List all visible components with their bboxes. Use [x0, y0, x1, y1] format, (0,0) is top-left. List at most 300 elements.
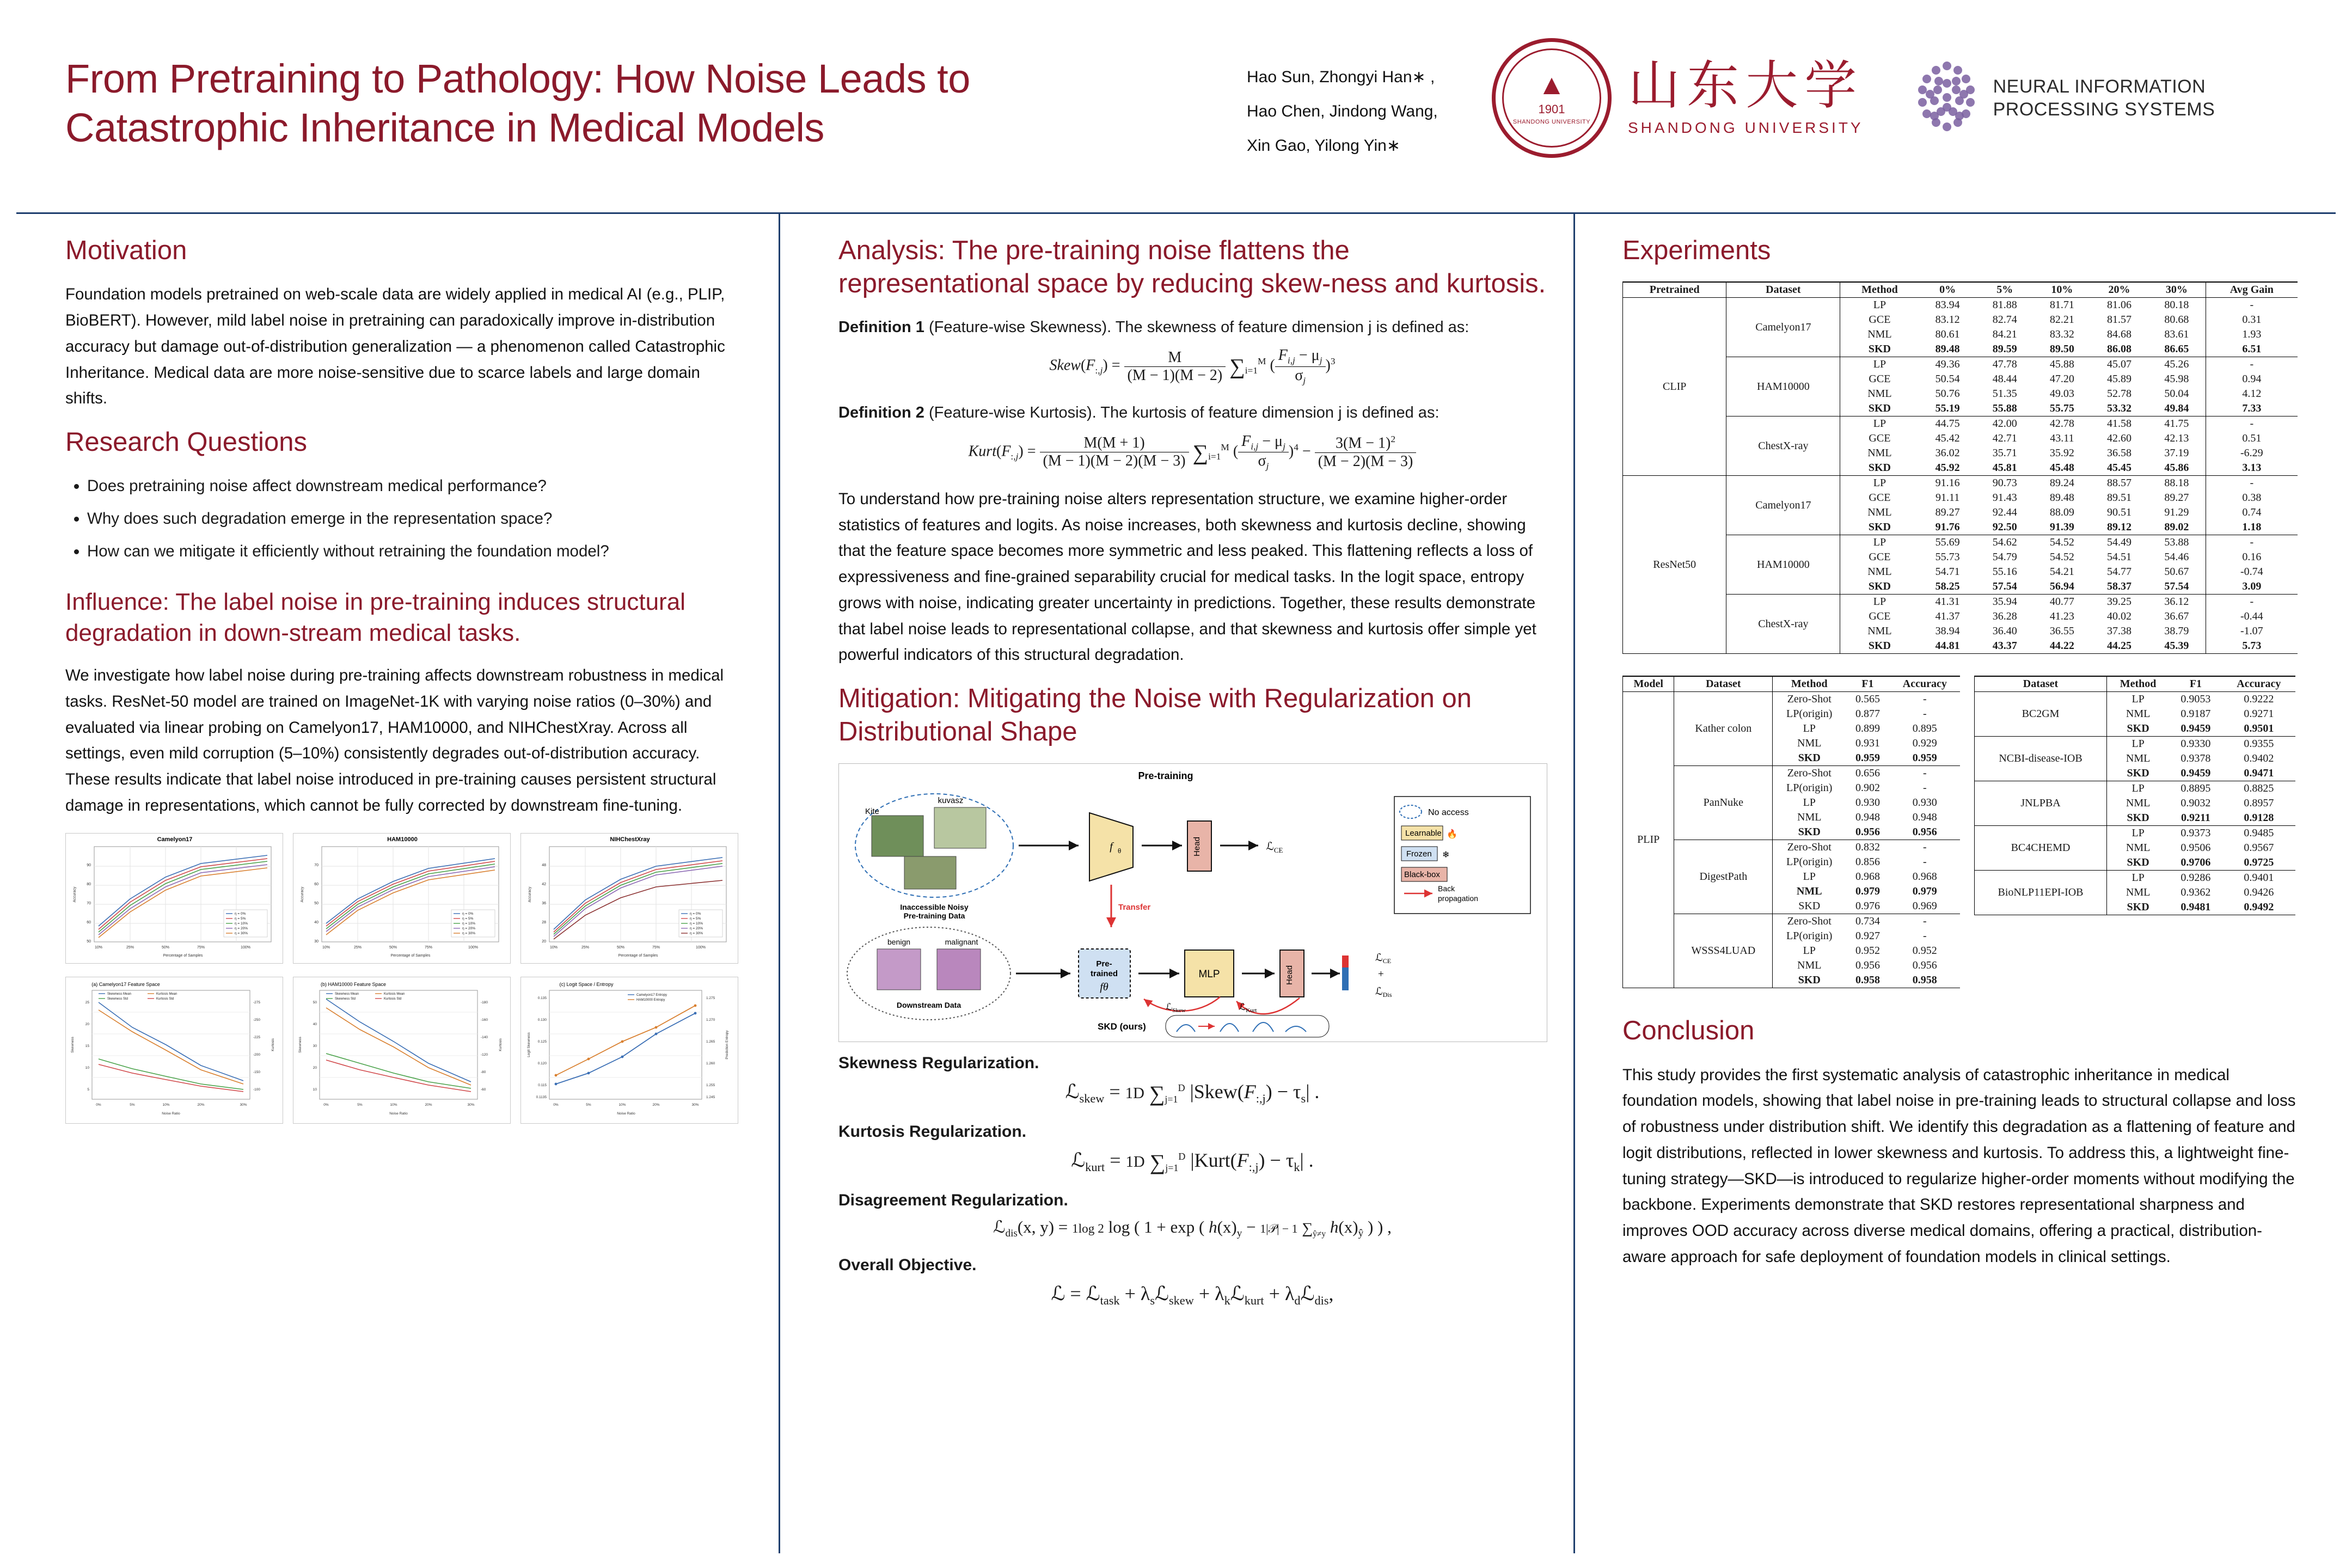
- svg-text:η = 30%: η = 30%: [690, 931, 703, 935]
- cell-value: 81.88: [1992, 299, 2017, 311]
- cell-value: 48.44: [1992, 373, 2017, 385]
- chart-camelyon17-accuracy: [65, 833, 283, 964]
- cell-f1: 0.952: [1855, 945, 1880, 957]
- svg-text:η = 0%: η = 0%: [235, 911, 246, 916]
- table-header: Method: [1773, 676, 1846, 692]
- cell-value: 41.75: [2164, 418, 2189, 430]
- cell-value: 83.94: [1935, 299, 1960, 311]
- svg-text:η = 0%: η = 0%: [462, 911, 474, 916]
- column-divider-1: [779, 214, 780, 1553]
- cell-method: LP(origin): [1773, 855, 1846, 869]
- svg-text:1.265: 1.265: [706, 1039, 715, 1044]
- cell-method: SKD: [1773, 899, 1846, 914]
- table-header: Method: [2107, 676, 2170, 692]
- list-item: • How can we mitigate it efficiently without retraining the foundation model?: [87, 538, 740, 565]
- cell-accuracy: 0.895: [1912, 722, 1937, 735]
- cell-f1: 0.9187: [2180, 708, 2211, 720]
- authors-line-1: Hao Sun, Zhongyi Han∗ ,: [1247, 68, 1435, 86]
- cell-f1: 0.9378: [2180, 752, 2211, 765]
- cell-value: 35.94: [1992, 596, 2017, 608]
- authors-line-2: Hao Chen, Jindong Wang,: [1247, 102, 1438, 120]
- cell-value: 49.36: [1935, 358, 1960, 371]
- cell-dataset: BioNLP11EPI-IOB: [1975, 871, 2107, 915]
- cell-value: 53.88: [2164, 536, 2189, 549]
- svg-text:η = 20%: η = 20%: [235, 926, 248, 930]
- cell-method: NML: [1773, 736, 1846, 751]
- cell-avg-gain: 1.93: [2206, 327, 2298, 342]
- cell-method: SKD: [1840, 461, 1919, 476]
- chart-ham10000-feature-space: [293, 977, 511, 1124]
- table-header: Accuracy: [1902, 678, 1947, 690]
- cell-value: 40.02: [2107, 610, 2132, 623]
- cell-value: 45.81: [1992, 462, 2017, 474]
- cell-accuracy: 0.8825: [2244, 782, 2274, 795]
- cell-f1: 0.9506: [2180, 842, 2211, 854]
- cell-value: 43.11: [2050, 432, 2074, 445]
- cell-value: 89.12: [2107, 521, 2132, 534]
- table-header: Dataset: [1975, 676, 2107, 692]
- cell-avg-gain: 0.31: [2206, 313, 2298, 327]
- motivation-text: Foundation models pretrained on web-scale data are widely applied in medical AI (e.g., PLIP, BioBERT). However, mild label noise in pretraining can paradoxically improve in-distribution accuracy but damage out-of-distribution generalization — a phenomenon called Catastrophic Inheritance. Medical data are more noise-sensitive due to scarce labels and large domain shifts.: [65, 285, 725, 408]
- svg-text:ℒCE: ℒ$_{CE}$: [1266, 840, 1283, 854]
- cell-method: LP: [2107, 871, 2170, 886]
- svg-text:NIHChestXray: NIHChestXray: [610, 836, 650, 843]
- cell-method: GCE: [1840, 372, 1919, 387]
- list-item: • Does pretraining noise affect downstream medical performance?: [87, 473, 740, 499]
- cell-method: LP: [1773, 944, 1846, 958]
- cell-accuracy: 0.9401: [2244, 872, 2274, 884]
- cell-accuracy: 0.9492: [2244, 901, 2274, 914]
- cell-accuracy: 0.9501: [2244, 722, 2274, 735]
- neurips-wordmark: [1993, 75, 2215, 121]
- svg-text:30%: 30%: [467, 1102, 475, 1107]
- svg-text:20: 20: [313, 1065, 317, 1070]
- svg-text:Kurtosis Mean: Kurtosis Mean: [156, 992, 177, 996]
- svg-text:trained: trained: [1090, 969, 1118, 978]
- cell-value: 47.20: [2049, 373, 2074, 385]
- svg-text:kuvasz: kuvasz: [938, 795, 964, 805]
- table-header: F1: [1861, 678, 1874, 690]
- cell-f1: 0.979: [1855, 885, 1880, 898]
- svg-text:η = 10%: η = 10%: [462, 921, 476, 926]
- cell-value: 89.48: [2049, 492, 2074, 504]
- svg-text:Accuracy: Accuracy: [301, 886, 304, 903]
- cell-value: 55.75: [2049, 402, 2074, 415]
- cell-method: NML: [1773, 810, 1846, 825]
- table-header: Dataset: [1674, 676, 1773, 692]
- cell-accuracy: 0.8957: [2244, 797, 2274, 810]
- cell-value: 45.48: [2049, 462, 2074, 474]
- svg-text:100%: 100%: [468, 945, 478, 950]
- cell-value: 89.27: [1935, 506, 1960, 519]
- cell-method: LP: [1840, 535, 1919, 550]
- definition-2: [838, 401, 1546, 425]
- overall-objective-title: Overall Objective.: [838, 1256, 977, 1275]
- chart-logit-space-entropy: [520, 977, 738, 1124]
- svg-text:25: 25: [85, 1000, 89, 1004]
- column-right: [1622, 234, 2298, 1284]
- svg-text:Camelyon17 Entropy: Camelyon17 Entropy: [636, 993, 667, 997]
- cell-f1: 0.9211: [2180, 812, 2210, 824]
- cell-value: 52.78: [2107, 388, 2132, 400]
- cell-dataset: BC2GM: [1975, 692, 2107, 737]
- cell-accuracy: 0.9426: [2244, 886, 2274, 899]
- cell-f1: 0.9032: [2180, 797, 2211, 810]
- cell-value: 36.02: [1935, 447, 1960, 460]
- svg-text:-80: -80: [481, 1070, 486, 1074]
- svg-text:θ: θ: [1118, 846, 1122, 855]
- svg-text:η = 10%: η = 10%: [235, 921, 248, 926]
- cell-value: 89.27: [2164, 492, 2189, 504]
- cell-f1: 0.877: [1855, 708, 1880, 720]
- cell-method: Zero-Shot: [1773, 692, 1846, 707]
- cell-method: SKD: [1773, 973, 1846, 988]
- cell-method: LP: [1840, 476, 1919, 491]
- svg-text:η = 5%: η = 5%: [235, 916, 246, 921]
- table-header: 20%: [2108, 284, 2130, 296]
- cell-value: 45.86: [2164, 462, 2189, 474]
- cell-method: NML: [1773, 884, 1846, 899]
- cell-value: 90.73: [1992, 477, 2017, 489]
- cell-accuracy: 0.930: [1912, 797, 1937, 809]
- cell-value: 50.54: [1935, 373, 1960, 385]
- cell-method: SKD: [1840, 579, 1919, 595]
- cell-method: LP: [2107, 737, 2170, 752]
- cell-accuracy: -: [1922, 841, 1927, 854]
- svg-text:Pre-: Pre-: [1096, 959, 1112, 969]
- cell-avg-gain: 7.33: [2206, 401, 2298, 416]
- cell-f1: 0.956: [1855, 959, 1880, 972]
- cell-value: 81.71: [2049, 299, 2074, 311]
- cell-avg-gain: -: [2206, 357, 2298, 372]
- cell-value: 45.26: [2164, 358, 2189, 371]
- svg-text:η = 30%: η = 30%: [235, 931, 248, 935]
- logo-row: [1492, 33, 2215, 163]
- svg-text:Accuracy: Accuracy: [528, 886, 532, 903]
- cell-avg-gain: -: [2206, 298, 2298, 313]
- svg-text:Percentage of Samples: Percentage of Samples: [390, 953, 431, 958]
- svg-text:ℒKurt: ℒ$_{Kurt}$: [1239, 1001, 1257, 1014]
- cell-method: SKD: [1773, 825, 1846, 840]
- svg-text:20%: 20%: [652, 1102, 660, 1107]
- cell-value: 89.59: [1992, 343, 2017, 356]
- cell-method: SKD: [1840, 401, 1919, 416]
- svg-text:40: 40: [313, 1022, 317, 1026]
- svg-text:25%: 25%: [126, 945, 134, 950]
- cell-accuracy: 0.9271: [2244, 708, 2274, 720]
- cell-value: 86.08: [2107, 343, 2132, 356]
- table-header: Pretrained: [1623, 282, 1726, 298]
- cell-value: 83.32: [2049, 328, 2074, 341]
- cell-method: NML: [2107, 707, 2170, 721]
- svg-text:Head: Head: [1285, 965, 1294, 985]
- svg-text:MLP: MLP: [1198, 968, 1220, 980]
- svg-text:Inaccessible Noisy: Inaccessible Noisy: [900, 902, 969, 911]
- svg-text:0%: 0%: [553, 1102, 559, 1107]
- cell-method: NML: [2107, 751, 2170, 766]
- cell-value: 45.89: [2107, 373, 2132, 385]
- svg-text:(c) Logit Space / Entropy: (c) Logit Space / Entropy: [559, 981, 614, 987]
- svg-text:Percentage of Samples: Percentage of Samples: [163, 953, 203, 958]
- svg-text:42: 42: [542, 882, 546, 886]
- svg-text:5: 5: [87, 1087, 89, 1092]
- svg-text:10%: 10%: [390, 1102, 397, 1107]
- formula-skewness-definition: $Skew(F_{:,j})$ = $\frac{M}{(M - 1)(M - 2)}$ $\sum_{i=1}^M$ ( $\frac{F_{i,j} - \mu_j}{\sigma_j}$ )$^3$: [1049, 347, 1336, 386]
- svg-text:30%: 30%: [691, 1102, 699, 1107]
- cell-value: 83.61: [2164, 328, 2189, 341]
- cell-method: SKD: [1773, 751, 1846, 766]
- table-header: Avg Gain: [2206, 282, 2298, 298]
- disagreement-regularization-title: Disagreement Regularization.: [838, 1191, 1068, 1210]
- svg-text:❄: ❄: [1442, 850, 1450, 860]
- cell-value: 45.42: [1935, 432, 1960, 445]
- cell-accuracy: -: [1922, 693, 1927, 706]
- section-title-mitigation: Mitigation: Mitigating the Noise with Regularization on Distributional Shape: [838, 684, 1472, 747]
- cell-value: 80.61: [1935, 328, 1960, 341]
- svg-text:Transfer: Transfer: [1118, 902, 1151, 912]
- svg-text:-180: -180: [481, 1000, 488, 1004]
- svg-text:80: 80: [87, 882, 91, 886]
- cell-value: 80.18: [2164, 299, 2189, 311]
- svg-text:Kurtosis Std: Kurtosis Std: [156, 997, 174, 1001]
- svg-text:Kurtosis: Kurtosis: [271, 1038, 275, 1051]
- cell-dataset: BC4CHEMD: [1975, 826, 2107, 871]
- cell-method: SKD: [2107, 811, 2170, 826]
- cell-f1: 0.956: [1855, 826, 1880, 838]
- title-line-1: From Pretraining to Pathology: How Noise Leads to: [65, 56, 970, 101]
- cell-avg-gain: 6.51: [2206, 342, 2298, 357]
- cell-value: 45.92: [1935, 462, 1960, 474]
- cell-f1: 0.959: [1855, 752, 1880, 764]
- section-title-experiments: Experiments: [1622, 236, 1771, 265]
- cell-value: 49.03: [2049, 388, 2074, 400]
- svg-text:Skewness: Skewness: [298, 1037, 302, 1053]
- section-title-research-questions: Research Questions: [65, 427, 307, 457]
- table-header: Accuracy: [2237, 678, 2281, 690]
- skewness-regularization-title: Skewness Regularization.: [838, 1054, 1039, 1072]
- neurips-line-2: PROCESSING SYSTEMS: [1993, 99, 2215, 120]
- svg-text:100%: 100%: [696, 945, 706, 950]
- cell-value: 54.52: [2049, 551, 2074, 564]
- chart-ham10000-accuracy: [293, 833, 511, 964]
- cell-avg-gain: 0.74: [2206, 505, 2298, 520]
- svg-text:Camelyon17: Camelyon17: [157, 836, 193, 843]
- cell-accuracy: 0.929: [1912, 737, 1937, 750]
- cell-method: LP(origin): [1773, 781, 1846, 795]
- cell-value: 36.58: [2107, 447, 2132, 460]
- cell-accuracy: 0.959: [1912, 752, 1937, 764]
- cell-value: 84.21: [1992, 328, 2017, 341]
- cell-f1: 0.948: [1855, 811, 1880, 824]
- svg-text:0.115: 0.115: [538, 1083, 547, 1087]
- cell-value: 38.79: [2164, 625, 2189, 638]
- definition-1: [838, 315, 1546, 340]
- cell-value: 58.25: [1935, 580, 1960, 593]
- cell-value: 54.21: [2049, 566, 2074, 578]
- svg-text:ℒDis: ℒ$_{Dis}$: [1375, 985, 1392, 999]
- svg-text:-275: -275: [253, 1000, 261, 1004]
- svg-text:1.255: 1.255: [706, 1083, 715, 1087]
- cell-value: 42.71: [1992, 432, 2017, 445]
- cell-f1: 0.9053: [2180, 693, 2211, 706]
- shandong-university-wordmark: [1628, 55, 1864, 137]
- cell-dataset: WSSS4LUAD: [1674, 914, 1773, 988]
- cell-method: SKD: [1840, 520, 1919, 535]
- cell-dataset: HAM10000: [1726, 535, 1840, 595]
- svg-text:36: 36: [542, 901, 546, 905]
- svg-text:Skewness: Skewness: [71, 1037, 75, 1053]
- cell-method: SKD: [2107, 721, 2170, 737]
- svg-text:60: 60: [314, 882, 318, 886]
- svg-text:0%: 0%: [323, 1102, 329, 1107]
- cell-avg-gain: -0.44: [2206, 609, 2298, 624]
- cell-avg-gain: -6.29: [2206, 446, 2298, 461]
- cell-f1: 0.968: [1855, 871, 1880, 883]
- cell-value: 51.35: [1992, 388, 2017, 400]
- cell-dataset: ChestX-ray: [1726, 595, 1840, 654]
- svg-text:-60: -60: [481, 1087, 486, 1092]
- cell-value: 45.88: [2049, 358, 2074, 371]
- influence-text: We investigate how label noise during pre-training affects downstream robustness in medical tasks. ResNet-50 model are trained on ImageNet-1K with varying noise ratios (0–30%) and evaluated via linear probing on Camelyon17, HAM10000, and NIHChestXray. Across all settings, even mild corruption (5–10%) consistently degrades out-of-distribution accuracy. These results indicate that label noise introduced in pre-training causes persistent structural damage in representations, which cannot be fully corrected by downstream fine-tuning.: [65, 666, 724, 815]
- svg-text:Kurtosis: Kurtosis: [499, 1038, 503, 1051]
- cell-value: 40.77: [2049, 596, 2074, 608]
- svg-text:Frozen: Frozen: [1406, 849, 1432, 859]
- cell-value: 36.28: [1992, 610, 2017, 623]
- table-row: [1975, 692, 2296, 707]
- svg-text:Percentage of Samples: Percentage of Samples: [618, 953, 658, 958]
- cell-method: SKD: [2107, 900, 2170, 915]
- cell-value: 44.75: [1935, 418, 1960, 430]
- table-row: [1623, 298, 2298, 313]
- cell-value: 42.78: [2049, 418, 2074, 430]
- cell-value: 81.57: [2107, 314, 2132, 326]
- cell-value: 88.57: [2107, 477, 2132, 489]
- svg-text:0.120: 0.120: [537, 1061, 547, 1065]
- neurips-logo-block: [1902, 57, 2215, 139]
- cell-value: 50.76: [1935, 388, 1960, 400]
- svg-text:50: 50: [313, 1000, 317, 1004]
- cell-value: 91.76: [1935, 521, 1960, 534]
- cell-method: NML: [1840, 387, 1919, 401]
- svg-text:ℒSkew: ℒ$_{Skew}$: [1166, 1001, 1186, 1014]
- cell-method: NML: [2107, 796, 2170, 811]
- svg-text:20%: 20%: [425, 1102, 432, 1107]
- section-title-motivation: Motivation: [65, 236, 187, 265]
- formula-kurtosis-loss: ℒ$_{kurt}$ = 1D $\sum_{j=1}^D$ $|Kurt(F_{:,j}) - \tau_k|$ .: [1071, 1149, 1314, 1175]
- cell-value: 44.22: [2049, 640, 2074, 652]
- formula-overall-objective: ℒ = ℒ$_{task}$ + $\lambda_sℒ_{skew}$ + $\lambda_kℒ_{kurt}$ + $\lambda_dℒ_{dis}$,: [1051, 1283, 1334, 1308]
- cell-value: 54.79: [1992, 551, 2017, 564]
- cell-value: 91.11: [1935, 492, 1960, 504]
- cell-accuracy: 0.956: [1912, 826, 1937, 838]
- cell-value: 36.55: [2049, 625, 2074, 638]
- svg-text:(b) HAM10000 Feature Space: (b) HAM10000 Feature Space: [320, 981, 387, 987]
- cell-accuracy: 0.9471: [2244, 767, 2274, 780]
- cell-value: 89.24: [2049, 477, 2074, 489]
- formula-skewness-loss: ℒ$_{skew}$ = 1D $\sum_{j=1}^D$ $|Skew(F_{:,j}) - \tau_s|$ .: [1065, 1080, 1320, 1106]
- column-left: [65, 234, 740, 1124]
- svg-text:Kite: Kite: [865, 806, 879, 816]
- cell-value: 37.19: [2164, 447, 2189, 460]
- cell-accuracy: 0.9402: [2244, 752, 2274, 765]
- svg-text:30: 30: [314, 939, 318, 944]
- cell-pretrained: ResNet50: [1623, 476, 1726, 654]
- cell-value: 55.69: [1935, 536, 1960, 549]
- svg-text:30: 30: [313, 1044, 317, 1048]
- svg-text:Downstream Data: Downstream Data: [896, 1000, 961, 1009]
- cell-f1: 0.931: [1855, 737, 1880, 750]
- svg-text:0.135: 0.135: [537, 996, 547, 1000]
- svg-text:malignant: malignant: [945, 937, 978, 946]
- cell-method: LP(origin): [1773, 707, 1846, 721]
- svg-text:Accuracy: Accuracy: [73, 886, 77, 903]
- svg-text:10%: 10%: [549, 945, 558, 950]
- author-list: [1247, 60, 1508, 163]
- svg-text:(a) Camelyon17 Feature Space: (a) Camelyon17 Feature Space: [91, 981, 160, 987]
- cell-method: GCE: [1840, 491, 1919, 505]
- cell-f1: 0.9286: [2180, 872, 2211, 884]
- cell-method: NML: [1840, 624, 1919, 639]
- formula-disagreement-loss: ℒ$_{dis}$(x, y) = 1log 2 log ( 1 + exp ( $h(x)_y$ − 1|𝒫| − 1 $\sum_{ŷ\ne y}$ $h(x)_ŷ$ ) ) ,: [993, 1217, 1392, 1240]
- cell-f1: 0.9706: [2180, 856, 2211, 869]
- column-divider-2: [1573, 214, 1575, 1553]
- svg-text:90: 90: [87, 863, 91, 867]
- cell-value: 83.12: [1935, 314, 1960, 326]
- cell-value: 88.18: [2164, 477, 2189, 489]
- svg-text:f: f: [1110, 840, 1113, 853]
- research-questions-list: [65, 473, 740, 564]
- cell-value: 57.54: [1992, 580, 2017, 593]
- svg-text:50: 50: [87, 939, 91, 944]
- cell-value: 54.51: [2107, 551, 2132, 564]
- svg-text:60: 60: [87, 920, 91, 924]
- cell-value: 43.37: [1992, 640, 2017, 652]
- seal-year: 1901: [1538, 102, 1565, 116]
- svg-text:15: 15: [85, 1044, 89, 1048]
- cell-dataset: PanNuke: [1674, 766, 1773, 840]
- svg-text:-225: -225: [253, 1035, 261, 1039]
- svg-text:25%: 25%: [353, 945, 362, 950]
- cell-method: Zero-Shot: [1773, 914, 1846, 929]
- cell-value: 54.52: [2049, 536, 2074, 549]
- cell-value: 84.68: [2107, 328, 2132, 341]
- svg-text:HAM10000: HAM10000: [387, 836, 418, 843]
- cell-dataset: ChestX-ray: [1726, 416, 1840, 476]
- svg-text:75%: 75%: [197, 945, 205, 950]
- cell-f1: 0.902: [1855, 782, 1880, 794]
- cell-value: 90.51: [2107, 506, 2132, 519]
- cell-f1: 0.856: [1855, 856, 1880, 868]
- cell-dataset: Kather colon: [1674, 692, 1773, 766]
- table-header: F1: [2189, 678, 2202, 690]
- svg-text:Head: Head: [1192, 836, 1202, 856]
- cell-method: NML: [2107, 841, 2170, 855]
- cell-value: 41.37: [1935, 610, 1960, 623]
- cell-avg-gain: 4.12: [2206, 387, 2298, 401]
- cell-f1: 0.9362: [2180, 886, 2211, 899]
- cell-value: 55.19: [1935, 402, 1960, 415]
- cell-method: LP(origin): [1773, 929, 1846, 944]
- section-title-analysis: Analysis: The pre-training noise flattens the representational space by reducing skew-ness and kurtosis.: [838, 236, 1546, 299]
- cell-value: 35.71: [1992, 447, 2017, 460]
- svg-text:0.125: 0.125: [537, 1039, 547, 1044]
- cell-value: 41.31: [1935, 596, 1960, 608]
- cell-accuracy: 0.952: [1912, 945, 1937, 957]
- cell-method: LP: [1773, 795, 1846, 810]
- cell-f1: 0.565: [1855, 693, 1880, 706]
- cell-value: 92.44: [1992, 506, 2017, 519]
- influence-heading: Influence: The label noise in pre-training induces structural degradation in down-stream medical tasks.: [65, 588, 685, 646]
